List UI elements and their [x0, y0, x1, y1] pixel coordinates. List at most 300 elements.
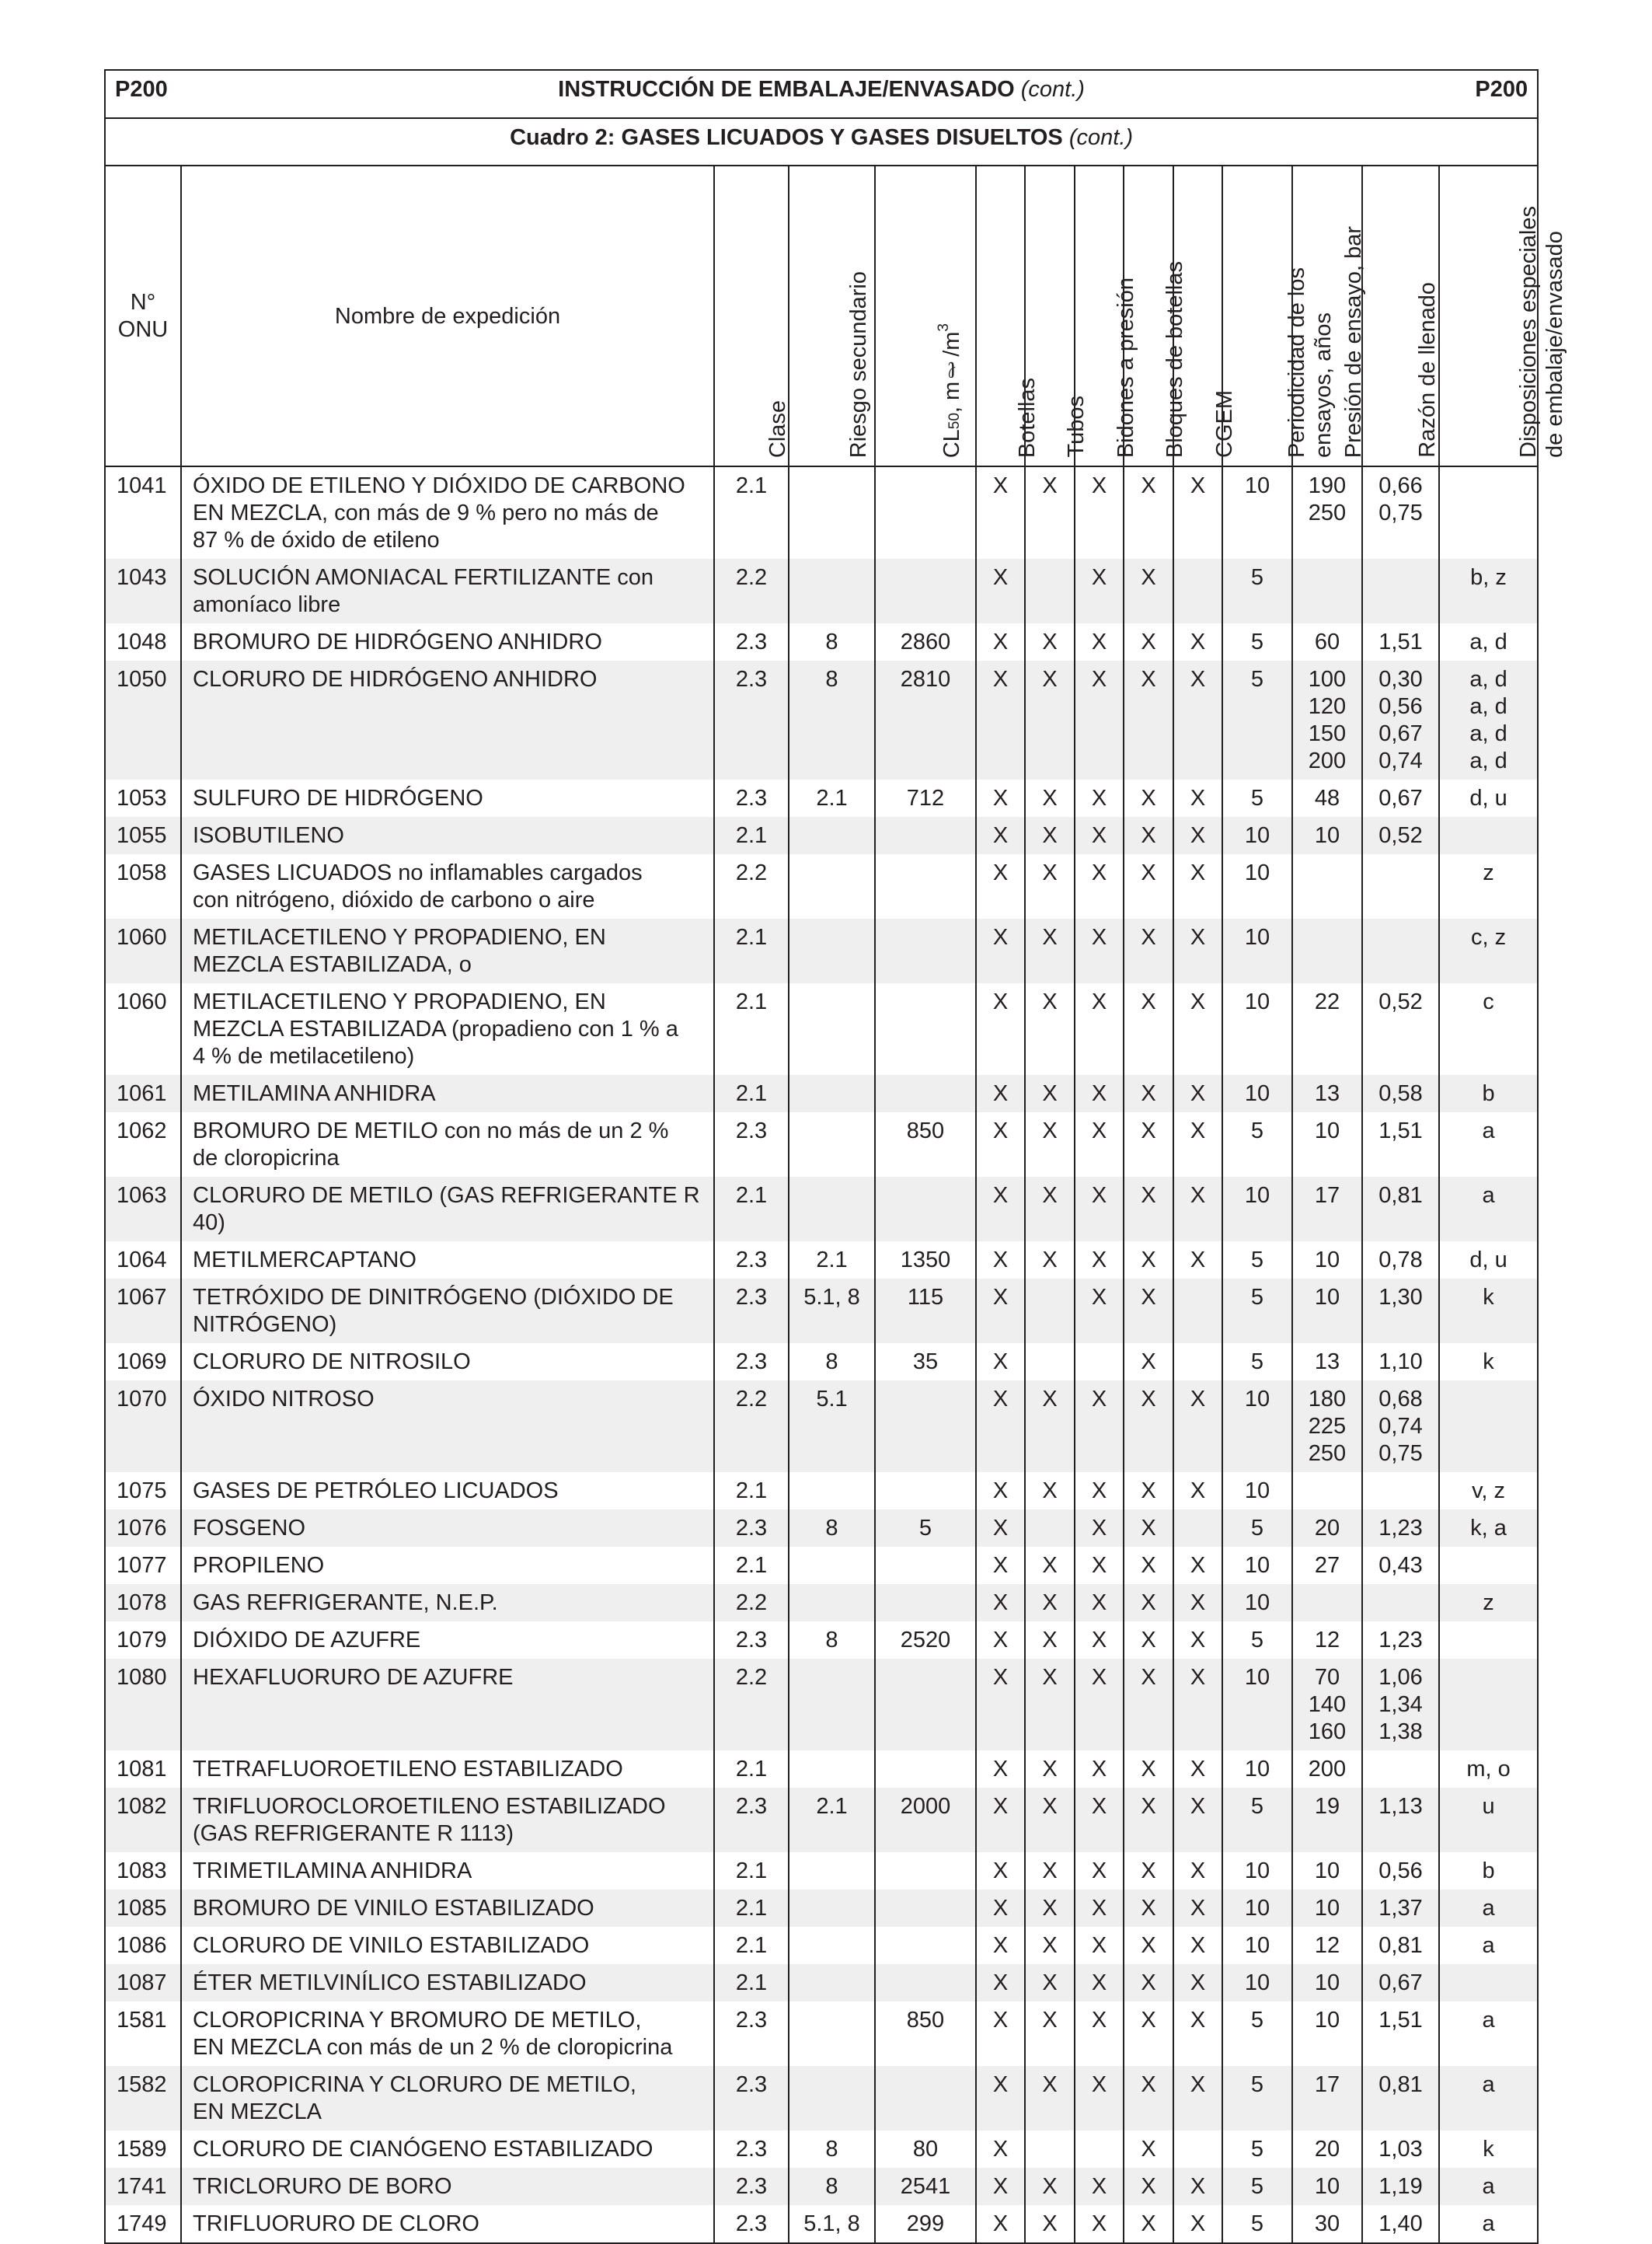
cell-raz — [1362, 1241, 1439, 1279]
cell-name — [181, 1890, 714, 1927]
cell-pres-line: 10 — [1314, 1285, 1340, 1310]
cell-clase: 2.2 — [714, 559, 789, 623]
cell-blo: X — [1124, 919, 1173, 983]
cell-raz-line: 0,81 — [1378, 1933, 1423, 1958]
cell-per: 5 — [1222, 2131, 1292, 2168]
cell-blo: X — [1124, 2168, 1173, 2205]
cell-blo: X — [1124, 1750, 1173, 1788]
cell-name — [181, 1621, 714, 1659]
cell-pres-line: 17 — [1314, 1183, 1340, 1208]
cell-raz-line: 1,38 — [1378, 1719, 1423, 1744]
cell-riesgo: 2.1 — [789, 780, 875, 817]
cell-name — [181, 919, 714, 983]
cell-bid — [1075, 1343, 1124, 1380]
cell-bot: X — [976, 1112, 1025, 1177]
cell-cgem: X — [1173, 1927, 1222, 1964]
instruction-title-text: INSTRUCCIÓN DE EMBALAJE/ENVASADO — [558, 77, 1015, 102]
cell-clase: 2.1 — [714, 1075, 789, 1112]
cell-name-line: EN MEZCLA — [193, 2099, 322, 2124]
table-row — [105, 1343, 1538, 1380]
cell-clase: 2.1 — [714, 919, 789, 983]
cell-onu: 1076 — [105, 1509, 181, 1547]
cell-raz-line: 0,67 — [1378, 1970, 1423, 1995]
cell-name — [181, 1788, 714, 1852]
cell-blo: X — [1124, 2001, 1173, 2066]
cell-disp — [1439, 1547, 1538, 1584]
cell-riesgo — [789, 919, 875, 983]
cell-cl: 1350 — [875, 1241, 976, 1279]
cell-bid: X — [1075, 661, 1124, 780]
cell-onu: 1070 — [105, 1380, 181, 1472]
cell-disp — [1439, 1750, 1538, 1788]
cell-bot: X — [976, 1279, 1025, 1343]
cell-clase: 2.3 — [714, 1112, 789, 1177]
cell-bid: X — [1075, 1112, 1124, 1177]
cell-tub: X — [1025, 1621, 1075, 1659]
cell-cl — [875, 1852, 976, 1890]
cell-cgem: X — [1173, 1547, 1222, 1584]
cell-name-line: SULFURO DE HIDRÓGENO — [193, 786, 483, 811]
cell-disp — [1439, 1852, 1538, 1890]
table-row — [105, 623, 1538, 661]
cell-clase: 2.1 — [714, 1890, 789, 1927]
cell-name — [181, 1112, 714, 1177]
cell-bot: X — [976, 2001, 1025, 2066]
cell-raz — [1362, 817, 1439, 854]
table-row — [105, 1927, 1538, 1964]
cell-blo: X — [1124, 2131, 1173, 2168]
col-header-riesgo-text: Riesgo secundario — [845, 270, 871, 458]
cell-riesgo: 5.1, 8 — [789, 2205, 875, 2243]
cell-disp-line: a — [1482, 1119, 1495, 1143]
cell-bid: X — [1075, 2205, 1124, 2243]
cell-riesgo — [789, 1075, 875, 1112]
cell-pres-line: 200 — [1308, 749, 1347, 773]
cell-name — [181, 1509, 714, 1547]
table-row — [105, 1075, 1538, 1112]
cell-bid: X — [1075, 1547, 1124, 1584]
cell-blo: X — [1124, 559, 1173, 623]
cell-disp — [1439, 817, 1538, 854]
cell-bid: X — [1075, 1279, 1124, 1343]
cell-bot: X — [976, 1927, 1025, 1964]
cell-raz-line: 1,23 — [1378, 1516, 1423, 1541]
cell-disp — [1439, 1279, 1538, 1343]
col-header-cgem — [1173, 166, 1237, 466]
cell-pres-line: 10 — [1314, 1970, 1340, 1995]
cell-tub: X — [1025, 2205, 1075, 2243]
col-header-presion-text: Presión de ensayo, bar — [1341, 225, 1366, 458]
col-header-botellas-text: Botellas — [1014, 377, 1040, 458]
cell-name — [181, 559, 714, 623]
cell-raz-line: 1,23 — [1378, 1628, 1423, 1652]
instruction-code-right: P200 — [1475, 77, 1528, 102]
cell-disp-line: m, o — [1466, 1757, 1511, 1782]
cell-disp-line — [1441, 1552, 1535, 1579]
cell-name — [181, 1750, 714, 1788]
cell-disp-line: a, d — [1469, 667, 1507, 692]
cell-riesgo: 5.1 — [789, 1380, 875, 1472]
cell-onu: 1067 — [105, 1279, 181, 1343]
cell-bot: X — [976, 2205, 1025, 2243]
cl-prefix: CL — [939, 428, 964, 458]
cell-clase: 2.3 — [714, 780, 789, 817]
col-header-cgem-text: CGEM — [1211, 390, 1237, 458]
cell-onu: 1055 — [105, 817, 181, 854]
cell-disp — [1439, 854, 1538, 919]
table-row — [105, 2168, 1538, 2205]
cell-pres-line: 48 — [1314, 786, 1340, 811]
cell-clase: 2.3 — [714, 1621, 789, 1659]
cell-onu: 1081 — [105, 1750, 181, 1788]
cell-disp-line: c — [1483, 989, 1494, 1014]
cell-disp — [1439, 466, 1538, 559]
cell-blo: X — [1124, 1472, 1173, 1509]
cell-tub: X — [1025, 623, 1075, 661]
col-header-disposiciones-text — [1515, 206, 1568, 458]
cell-cgem: X — [1173, 817, 1222, 854]
cell-pres-line: 160 — [1308, 1719, 1347, 1744]
cell-per: 10 — [1222, 1852, 1292, 1890]
table-row — [105, 854, 1538, 919]
table-row — [105, 2066, 1538, 2131]
cell-blo: X — [1124, 661, 1173, 780]
cell-name-line: TRIFLUOROCLOROETILENO ESTABILIZADO — [193, 1794, 666, 1819]
cell-blo: X — [1124, 1621, 1173, 1659]
cell-disp — [1439, 1112, 1538, 1177]
cell-bid: X — [1075, 817, 1124, 854]
cell-per: 10 — [1222, 817, 1292, 854]
cell-bid: X — [1075, 1750, 1124, 1788]
cell-clase: 2.3 — [714, 2168, 789, 2205]
cell-disp-line — [1441, 822, 1535, 850]
cell-cl: 2520 — [875, 1621, 976, 1659]
cell-riesgo — [789, 1112, 875, 1177]
table-row — [105, 1177, 1538, 1241]
cell-pres-line: 60 — [1314, 630, 1340, 654]
cell-disp — [1439, 1621, 1538, 1659]
instruction-title-bar — [105, 70, 1538, 118]
cell-raz — [1362, 1075, 1439, 1112]
cell-riesgo — [789, 983, 875, 1075]
cell-raz — [1362, 1509, 1439, 1547]
cell-name-line: GASES LICUADOS no inflamables cargados — [193, 860, 643, 885]
cell-raz — [1362, 2205, 1439, 2243]
cell-riesgo — [789, 559, 875, 623]
cell-cl — [875, 1750, 976, 1788]
cell-bid: X — [1075, 1472, 1124, 1509]
cell-disp-line — [1441, 1970, 1535, 1997]
cell-bid: X — [1075, 2066, 1124, 2131]
cell-raz-line: 0,81 — [1378, 2072, 1423, 2097]
cell-bot: X — [976, 1964, 1025, 2001]
cell-tub: X — [1025, 780, 1075, 817]
table-row — [105, 1279, 1538, 1343]
cell-raz — [1362, 1279, 1439, 1343]
cell-onu: 1063 — [105, 1177, 181, 1241]
cell-bot: X — [976, 1852, 1025, 1890]
table-row — [105, 1241, 1538, 1279]
cell-pres — [1292, 1788, 1362, 1852]
table-row — [105, 1659, 1538, 1750]
table-header — [105, 70, 1567, 466]
cell-clase: 2.3 — [714, 1788, 789, 1852]
cell-onu: 1060 — [105, 919, 181, 983]
cell-disp-line: a, d — [1469, 630, 1507, 654]
cell-riesgo — [789, 1964, 875, 2001]
cell-raz — [1362, 1177, 1439, 1241]
col-header-cl50-text — [936, 323, 965, 458]
cell-onu: 1083 — [105, 1852, 181, 1890]
cell-disp-line: z — [1483, 860, 1494, 885]
cell-blo: X — [1124, 1964, 1173, 2001]
cell-bid: X — [1075, 1380, 1124, 1472]
cell-name — [181, 2131, 714, 2168]
cell-name-line: FOSGENO — [193, 1516, 306, 1541]
cell-onu: 1061 — [105, 1075, 181, 1112]
cell-clase: 2.1 — [714, 983, 789, 1075]
cell-pres — [1292, 1343, 1362, 1380]
cell-name — [181, 983, 714, 1075]
cell-pres — [1292, 1659, 1362, 1750]
cell-cl — [875, 1547, 976, 1584]
cell-clase: 2.1 — [714, 817, 789, 854]
cell-bot: X — [976, 466, 1025, 559]
cell-cgem — [1173, 1343, 1222, 1380]
cell-name — [181, 1584, 714, 1621]
cl-sup: 3 — [936, 323, 952, 332]
table-row — [105, 1964, 1538, 2001]
cell-riesgo: 8 — [789, 1343, 875, 1380]
cell-pres-line: 190 — [1308, 473, 1347, 498]
cell-name — [181, 1380, 714, 1472]
cell-tub: X — [1025, 854, 1075, 919]
cell-pres-line: 13 — [1314, 1349, 1340, 1374]
cell-pres-line: 10 — [1314, 1248, 1340, 1272]
cell-pres — [1292, 1472, 1362, 1509]
cell-cl: 299 — [875, 2205, 976, 2243]
cell-disp — [1439, 1964, 1538, 2001]
cell-blo: X — [1124, 1177, 1173, 1241]
cell-tub: X — [1025, 1241, 1075, 1279]
cell-onu: 1041 — [105, 466, 181, 559]
cell-cgem: X — [1173, 1621, 1222, 1659]
cell-name — [181, 1075, 714, 1112]
cell-pres — [1292, 1621, 1362, 1659]
cell-bot: X — [976, 1075, 1025, 1112]
cell-pres-line: 250 — [1308, 1441, 1347, 1466]
cell-bot: X — [976, 2066, 1025, 2131]
cell-raz — [1362, 1380, 1439, 1472]
cell-clase: 2.3 — [714, 1343, 789, 1380]
col-header-bloques-text: Bloques de botellas — [1162, 260, 1187, 458]
table-row — [105, 559, 1538, 623]
cell-tub: X — [1025, 919, 1075, 983]
cell-pres-line: 225 — [1308, 1414, 1347, 1439]
gases-table — [104, 69, 1567, 2244]
cell-disp-line: a — [1482, 1933, 1495, 1958]
cell-bid: X — [1075, 1852, 1124, 1890]
table-row — [105, 919, 1538, 983]
cell-raz-line: 0,68 — [1378, 1387, 1423, 1412]
cell-raz — [1362, 1788, 1439, 1852]
cell-tub: X — [1025, 661, 1075, 780]
cell-disp — [1439, 2205, 1538, 2243]
cell-name-line: ÉTER METILVINÍLICO ESTABILIZADO — [193, 1970, 587, 1995]
cell-pres — [1292, 1890, 1362, 1927]
cell-blo: X — [1124, 780, 1173, 817]
cell-name-line: METILACETILENO Y PROPADIENO, EN — [193, 925, 606, 950]
cell-pres — [1292, 1177, 1362, 1241]
cell-onu: 1050 — [105, 661, 181, 780]
cell-per: 5 — [1222, 780, 1292, 817]
cell-riesgo — [789, 1659, 875, 1750]
cell-bid: X — [1075, 559, 1124, 623]
cell-cgem: X — [1173, 1659, 1222, 1750]
cell-cgem: X — [1173, 2205, 1222, 2243]
cell-raz-line: 0,56 — [1378, 694, 1423, 719]
table-row — [105, 780, 1538, 817]
cell-raz-line: 0,66 — [1378, 473, 1423, 498]
cell-cgem: X — [1173, 983, 1222, 1075]
cl-unit: , mℓ/m — [939, 331, 964, 413]
cell-per: 5 — [1222, 2168, 1292, 2205]
cell-name-line: PROPILENO — [193, 1553, 325, 1578]
instruction-title — [115, 76, 1528, 103]
cell-pres — [1292, 854, 1362, 919]
cell-tub — [1025, 1279, 1075, 1343]
cell-per: 10 — [1222, 1075, 1292, 1112]
cell-disp-line: c, z — [1470, 925, 1507, 950]
cell-bid: X — [1075, 1927, 1124, 1964]
cell-name-line: HEXAFLUORURO DE AZUFRE — [193, 1665, 514, 1690]
cell-blo: X — [1124, 1343, 1173, 1380]
cell-cl: 5 — [875, 1509, 976, 1547]
cell-cl — [875, 1075, 976, 1112]
cell-bid: X — [1075, 919, 1124, 983]
cell-disp — [1439, 2131, 1538, 2168]
cell-bot: X — [976, 1584, 1025, 1621]
cell-bot: X — [976, 623, 1025, 661]
cell-disp-line: a — [1482, 1896, 1495, 1921]
cell-pres-line: 20 — [1314, 2137, 1340, 2162]
cell-riesgo — [789, 1472, 875, 1509]
col-header-disposiciones — [1439, 166, 1567, 466]
cell-pres-line: 140 — [1308, 1692, 1347, 1717]
cell-cl: 2541 — [875, 2168, 976, 2205]
cell-tub: X — [1025, 2168, 1075, 2205]
cell-raz — [1362, 1472, 1439, 1509]
col-header-clase-text: Clase — [765, 400, 790, 458]
cell-riesgo: 8 — [789, 1621, 875, 1659]
cell-cgem — [1173, 559, 1222, 623]
cell-cgem: X — [1173, 623, 1222, 661]
cell-raz-line: 1,40 — [1378, 2211, 1423, 2236]
cell-tub: X — [1025, 1584, 1075, 1621]
cell-pres — [1292, 2131, 1362, 2168]
cell-name — [181, 1659, 714, 1750]
cell-raz-line — [1364, 1756, 1437, 1783]
cell-raz-line: 0,75 — [1378, 501, 1423, 525]
cl-sub: 50 — [946, 412, 963, 429]
cell-name-line: CLOROPICRINA Y CLORURO DE METILO, — [193, 2072, 636, 2097]
cell-riesgo — [789, 854, 875, 919]
cell-disp — [1439, 2168, 1538, 2205]
cell-tub: X — [1025, 1788, 1075, 1852]
cell-pres-line: 70 — [1314, 1665, 1340, 1690]
cell-pres — [1292, 1927, 1362, 1964]
col-header-onu — [105, 166, 181, 466]
col-header-onu-line1: N° — [130, 290, 156, 315]
cell-cl — [875, 1964, 976, 2001]
cell-cgem — [1173, 1279, 1222, 1343]
cell-name — [181, 1279, 714, 1343]
cell-disp-line: v, z — [1472, 1478, 1506, 1503]
cell-clase: 2.1 — [714, 1472, 789, 1509]
cell-disp-line: b — [1482, 1081, 1495, 1106]
cell-cl — [875, 1472, 976, 1509]
cell-pres — [1292, 2168, 1362, 2205]
cell-raz — [1362, 2066, 1439, 2131]
cell-raz-line: 1,51 — [1378, 630, 1423, 654]
cell-cl — [875, 983, 976, 1075]
cell-cgem: X — [1173, 780, 1222, 817]
cell-bot: X — [976, 1750, 1025, 1788]
cell-raz — [1362, 466, 1439, 559]
cell-riesgo — [789, 2001, 875, 2066]
cell-clase: 2.3 — [714, 1509, 789, 1547]
cell-name-line: TETRAFLUOROETILENO ESTABILIZADO — [193, 1757, 623, 1782]
cell-name-line: EN MEZCLA, con más de 9 % pero no más de — [193, 501, 659, 525]
cell-raz — [1362, 1584, 1439, 1621]
cell-disp — [1439, 780, 1538, 817]
cell-name — [181, 2168, 714, 2205]
cell-raz-line: 1,30 — [1378, 1285, 1423, 1310]
cell-clase: 2.3 — [714, 1279, 789, 1343]
cell-per: 5 — [1222, 1279, 1292, 1343]
cell-name — [181, 466, 714, 559]
cell-pres — [1292, 1584, 1362, 1621]
cell-disp-line — [1441, 1386, 1535, 1413]
cell-riesgo — [789, 466, 875, 559]
cell-riesgo: 2.1 — [789, 1241, 875, 1279]
cell-disp — [1439, 1177, 1538, 1241]
cell-disp — [1439, 1788, 1538, 1852]
cell-cl — [875, 2066, 976, 2131]
cell-pres — [1292, 1964, 1362, 2001]
cell-cgem: X — [1173, 1380, 1222, 1472]
cell-raz-line: 0,74 — [1378, 749, 1423, 773]
cell-name-line: CLORURO DE VINILO ESTABILIZADO — [193, 1933, 590, 1958]
cell-disp — [1439, 983, 1538, 1075]
cell-pres — [1292, 1852, 1362, 1890]
cell-pres — [1292, 1509, 1362, 1547]
cell-raz-line — [1364, 924, 1437, 951]
cell-pres-line: 250 — [1308, 501, 1347, 525]
cell-cl: 2860 — [875, 623, 976, 661]
cell-name — [181, 1241, 714, 1279]
col-header-name — [181, 166, 714, 466]
cell-pres-line: 20 — [1314, 1516, 1340, 1541]
cell-tub: X — [1025, 2001, 1075, 2066]
cell-per: 10 — [1222, 1380, 1292, 1472]
cell-bid: X — [1075, 983, 1124, 1075]
col-header-presion — [1292, 166, 1366, 466]
cell-pres — [1292, 2205, 1362, 2243]
table-row — [105, 1584, 1538, 1621]
cell-cgem: X — [1173, 1890, 1222, 1927]
cell-per: 5 — [1222, 1509, 1292, 1547]
